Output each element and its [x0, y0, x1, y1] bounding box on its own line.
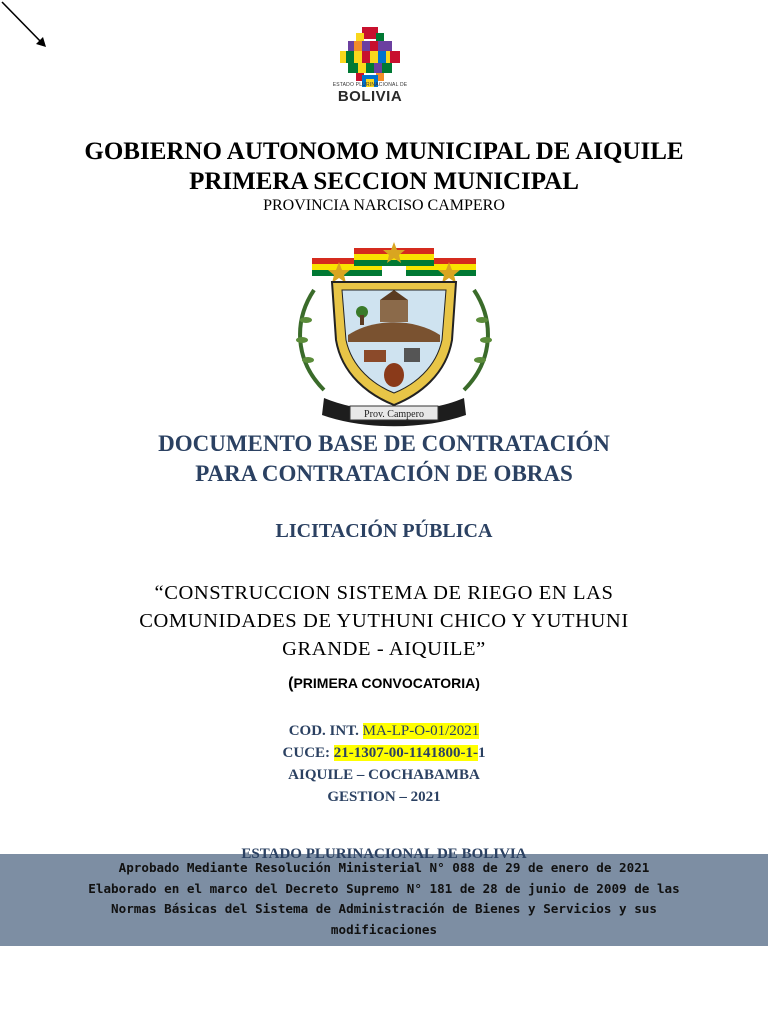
province-name: PROVINCIA NARCISO CAMPERO [263, 197, 505, 214]
project-name-line2: COMUNIDADES DE YUTHUNI CHICO Y YUTHUNI [139, 610, 629, 632]
project-name-line1: “CONSTRUCCION SISTEMA DE RIEGO EN LAS [154, 582, 614, 604]
approval-line4: modificaciones [330, 921, 438, 937]
municipality-title: GOBIERNO AUTONOMO MUNICIPAL DE AIQUILE [84, 138, 684, 165]
procurement-modality: LICITACIÓN PÚBLICA [275, 520, 493, 542]
internal-code-value: MA-LP-O-01/2021 [362, 723, 480, 739]
approval-text [0, 858, 768, 940]
approval-line2: Elaborado en el marco del Decreto Supremo N° 181 de 28 de junio de 2009 de las [88, 880, 680, 896]
call-text: PRIMERA CONVOCATORIA) [293, 675, 480, 691]
call-number [0, 675, 768, 693]
cuce-last-digit: 1 [477, 745, 486, 761]
state-name: ESTADO PLURINACIONAL DE BOLIVIA [241, 846, 527, 862]
internal-code-line [0, 720, 768, 742]
gestion-year: GESTION – 2021 [327, 789, 441, 805]
cuce-value: 21-1307-00-1141800-1- [333, 745, 478, 761]
project-name-line3: GRANDE - AIQUILE” [282, 638, 486, 660]
logo-caption-small: ESTADO PLURINACIONAL DE [332, 82, 408, 88]
logo-caption-bolivia: BOLIVIA [337, 88, 403, 105]
approval-line3: Normas Básicas del Sistema de Administración de Bienes y Servicios y sus [111, 901, 657, 916]
call-open-paren: ( [288, 675, 294, 692]
internal-code-label: COD. INT. [288, 723, 359, 739]
document-title-line1: DOCUMENTO BASE DE CONTRATACIÓN [158, 431, 610, 456]
municipal-coat-of-arms [284, 240, 504, 430]
location: AIQUILE – COCHABAMBA [288, 767, 480, 783]
cuce-line [0, 742, 768, 764]
document-title-line2: PARA CONTRATACIÓN DE OBRAS [195, 461, 573, 486]
cuce-label: CUCE: [282, 745, 331, 761]
approval-line1: Aprobado Mediante Resolución Ministerial N° 088 de 29 de enero de 2021 [118, 860, 650, 875]
crest-ribbon-text: Prov. Campero [364, 409, 424, 420]
municipality-section: PRIMERA SECCION MUNICIPAL [189, 168, 579, 195]
arrow-icon [0, 0, 50, 50]
